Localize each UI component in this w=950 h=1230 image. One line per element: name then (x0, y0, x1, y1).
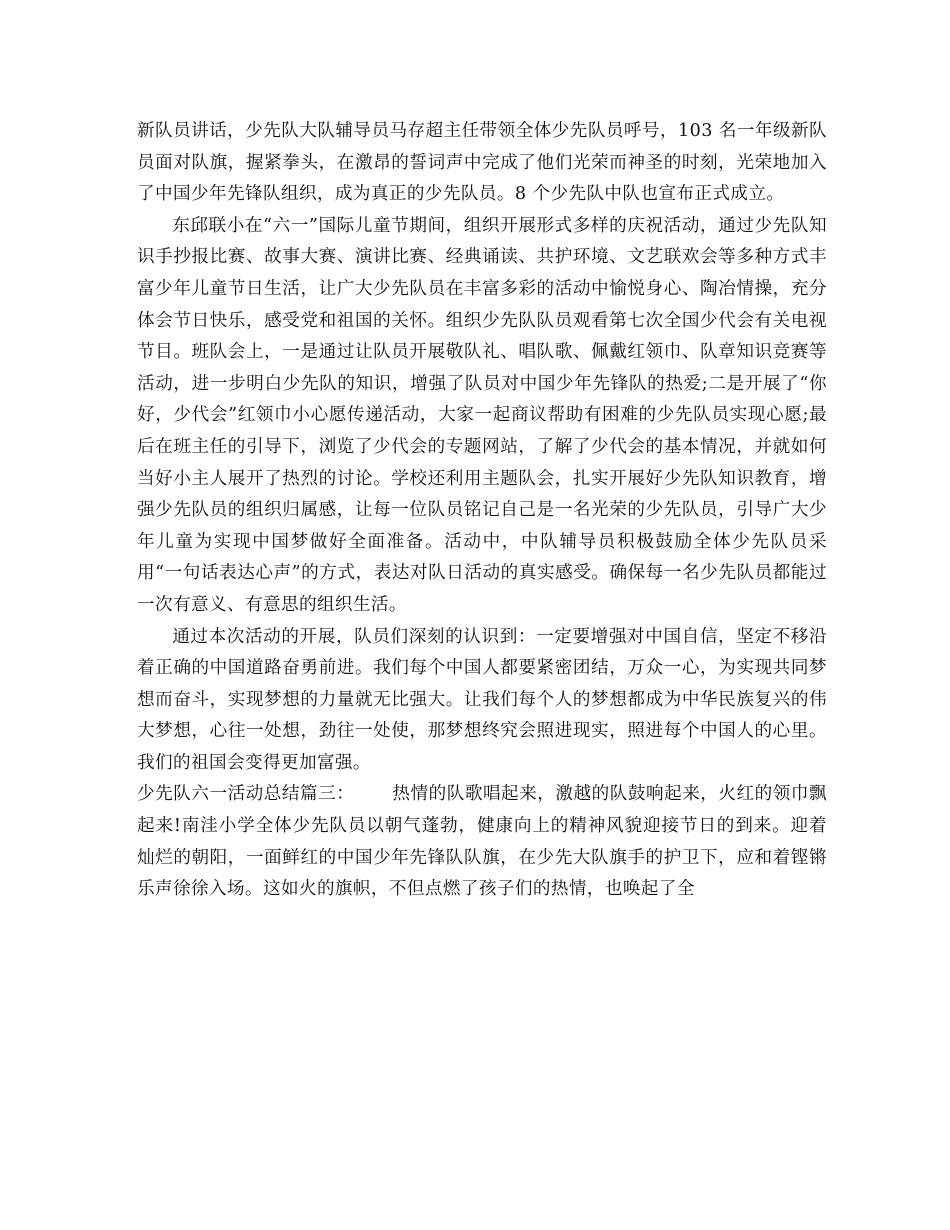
paragraph-reflection: 通过本次活动的开展，队员们深刻的认识到：一定要增强对中国自信，坚定不移沿着正确的中国道路奋勇前进。我们每个中国人都要紧密团结，万众一心，为实现共同梦想而奋斗，实现梦想的力量就无比强大。让我们每个人的梦想都成为中华民族复兴的伟大梦想，心往一处想，劲往一处使，那梦想终究会照进现实，照进每个中国人的心里。我们的祖国会变得更加富强。 (137, 626, 827, 773)
paragraph-continuation: 新队员讲话，少先队大队辅导员马存超主任带领全体少先队员呼号，103 名一年级新队员面对队旗，握紧拳头，在激昂的誓词声中完成了他们光荣而神圣的时刻，光荣地加入了中国少年先锋队组织，成为真正的少先队员。8 个少先队中队也宣布正式成立。 (137, 121, 827, 205)
section-heading: 少先队六一活动总结篇三： (137, 784, 355, 805)
document-body (137, 116, 827, 906)
section-text: 热情的队歌唱起来，激越的队鼓响起来，火红的领巾飘起来!南洼小学全体少先队员以朝气蓬勃，健康向上的精神风貌迎接节日的到来。迎着灿烂的朝阳，一面鲜红的中国少年先锋队队旗，在少先大队旗手的护卫下，应和着铿锵乐声徐徐入场。这如火的旗帜，不但点燃了孩子们的热情，也唤起了全 (137, 784, 827, 900)
section-three (137, 779, 827, 905)
paragraph-activities: 东邱联小在“六一”国际儿童节期间，组织开展形式多样的庆祝活动，通过少先队知识手抄报比赛、故事大赛、演讲比赛、经典诵读、共护环境、文艺联欢会等多种方式丰富少年儿童节日生活，让广大少先队员在丰富多彩的活动中愉悦身心、陶冶情操，充分体会节日快乐，感受党和祖国的关怀。组织少先队队员观看第七次全国少代会有关电视节目。班队会上，一是通过让队员开展敬队礼、唱队歌、佩戴红领巾、队章知识竞赛等活动，进一步明白少先队的知识，增强了队员对中国少年先锋队的热爱;二是开展了“你好，少代会”红领巾小心愿传递活动，大家一起商议帮助有困难的少先队员实现心愿;最后在班主任的引导下，浏览了少代会的专题网站，了解了少代会的基本情况，并就如何当好小主人展开了热烈的讨论。学校还利用主题队会，扎实开展好少先队知识教育，增强少先队员的组织归属感，让每一位队员铭记自己是一名光荣的少先队员，引导广大少年儿童为实现中国梦做好全面准备。活动中，中队辅导员积极鼓励全体少先队员采用“一句话表达心声”的方式，表达对队日活动的真实感受。确保每一名少先队员都能过一次有意义、有意思的组织生活。 (137, 215, 827, 615)
